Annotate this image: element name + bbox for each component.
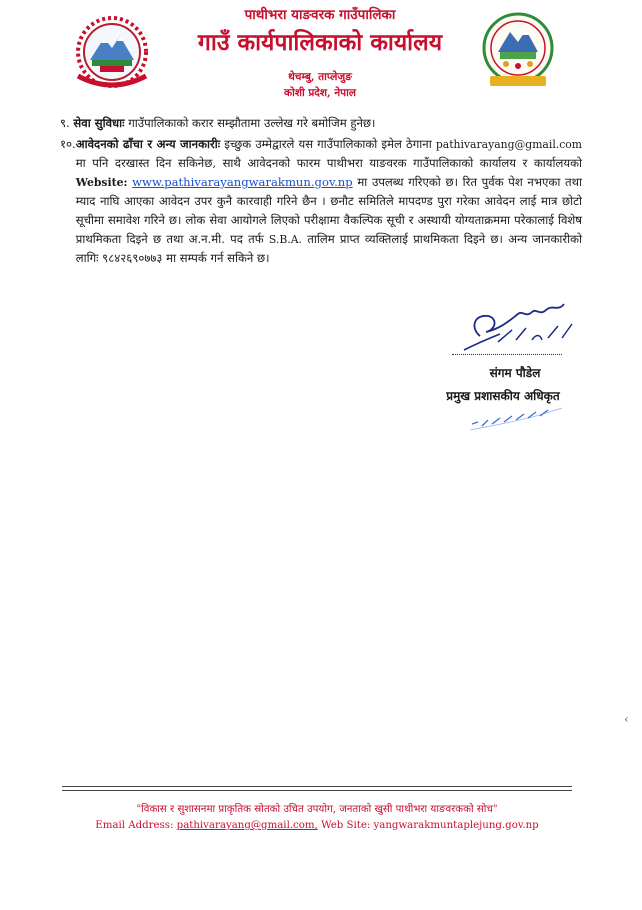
- office-address: थेचम्बु, ताप्लेजुङ: [288, 71, 352, 83]
- point-9: [60, 114, 582, 133]
- point-text: मा पनि दरखास्त दिन सकिनेछ, साथै आवेदनको फारम पाथीभरा याङवरक गाउँपालिकाको कार्यालय र कार्यालयको: [75, 156, 582, 171]
- point-text: इच्छुक उम्मेद्वारले यस गाउँपालिकाको इमेल ठेगाना: [224, 136, 432, 151]
- office-province: कोशी प्रदेश, नेपाल: [284, 87, 356, 99]
- sba-text: S.B.A.: [268, 232, 302, 246]
- footer: [62, 802, 572, 834]
- website-label: Website:: [75, 175, 128, 189]
- nepal-emblem-icon: [70, 12, 154, 90]
- letterhead: [0, 0, 642, 112]
- municipality-logo-icon: [476, 10, 560, 90]
- point-text: मा उपलब्ध गरिएको छ। रित पुर्वक पेश नभएका तथा म्याद नाघि आएका आवेदन उपर कुनै कारवाही गरिने छैन । छनौट समितिले मापदण्ड पुरा गरेका आवेदन लाई मात्र छोटो सूचीमा समावेश गरिने छ। लोक सेवा आयोगले लिएको परीक्षामा वैकल्पिक सूची र अस्थायी योग्यताक्रममा परेकालाई विशेष प्राथमिकता दिइने छ तथा अ.न.मी. पद तर्फ: [75, 174, 583, 246]
- point-number: १०.: [60, 136, 76, 151]
- point-10: [60, 135, 582, 268]
- point-number: ९.: [60, 116, 70, 130]
- point-title: आवेदनको ढाँचा र अन्य जानकारीः: [75, 136, 221, 151]
- footer-slogan: "विकास र सुशासनमा प्राकृतिक स्रोतको उचित उपयोग, जनताको खुसी पाथीभरा याङवरकको सोच": [136, 804, 498, 815]
- point-title: सेवा सुविधाः: [73, 116, 125, 130]
- handwritten-signature-icon: [440, 290, 590, 360]
- footer-site-label: Web Site:: [321, 820, 371, 831]
- signature-line: [452, 354, 562, 355]
- letterhead-text: [160, 6, 480, 100]
- point-text: गाउँपालिकाको करार सम्झौतामा उल्लेख गरे बमोजिम हुनेछ।: [128, 116, 376, 130]
- email-text: pathivarayang@gmail.com: [435, 137, 582, 151]
- footer-email[interactable]: pathivarayang@gmail.com,: [176, 820, 318, 831]
- edge-mark: ‹: [624, 712, 629, 726]
- footer-contact: [62, 818, 572, 834]
- official-stamp-icon: [466, 404, 566, 434]
- footer-site[interactable]: yangwarakmuntaplejung.gov.np: [373, 820, 539, 831]
- municipality-name: पाथीभरा याङवरक गाउँपालिका: [244, 7, 396, 23]
- signer-title: प्रमुख प्रशासकीय अधिकृत: [446, 389, 560, 403]
- signer-name: संगम पौडेल: [489, 366, 541, 380]
- notice-body: [60, 114, 582, 269]
- footer-email-label: Email Address:: [95, 820, 174, 831]
- office-title: गाउँ कार्यपालिकाको कार्यालय: [197, 29, 443, 56]
- point-text: तालिम प्राप्त व्यक्तिलाई प्राथमिकता दिइने छ। अन्य जानकारीको लागिः ९८४२६९०७७३ मा सम्पर्क गर्न सकिने छ।: [75, 231, 583, 266]
- website-link[interactable]: www.pathivarayangwarakmun.gov.np: [132, 174, 353, 189]
- footer-divider: [62, 786, 572, 791]
